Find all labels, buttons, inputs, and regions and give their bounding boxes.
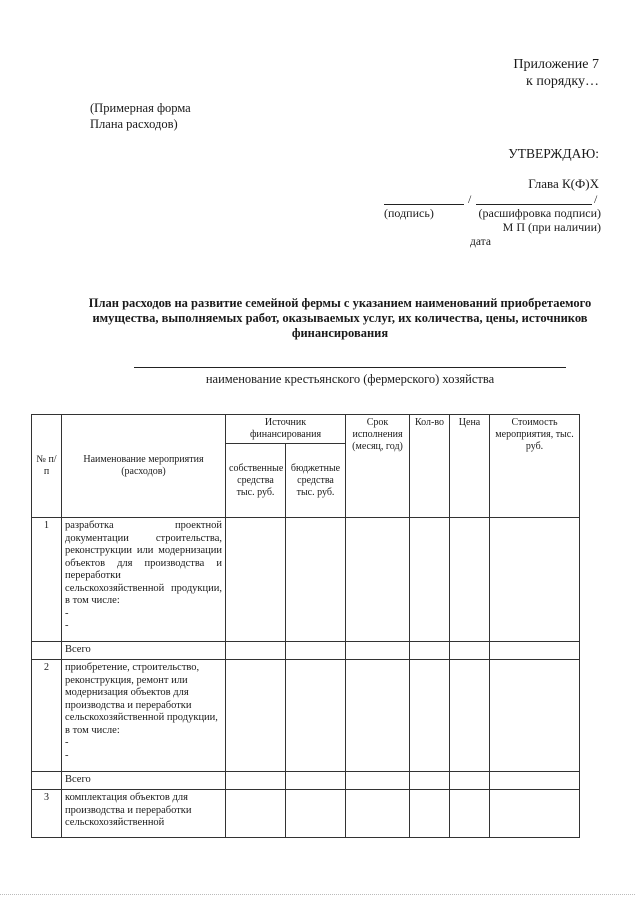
row-1-qty[interactable]: [410, 518, 450, 642]
row-1-name-text: разработка проектной документации строительства, реконструкции или модернизации объектов для производства и переработки сельскохозяйственной продукции, в том числе:: [65, 520, 222, 606]
header-name: Наименование мероприятия (расходов): [62, 415, 226, 518]
total-2-budget[interactable]: [286, 772, 346, 790]
total-2-label: Всего: [62, 772, 226, 790]
form-note-line-1: (Примерная форма: [90, 101, 191, 115]
row-2-cost[interactable]: [490, 660, 580, 772]
row-2-num: 2: [32, 660, 62, 772]
total-1-price[interactable]: [450, 642, 490, 660]
row-2-name: [62, 660, 226, 772]
farm-name-label: наименование крестьянского (фермерского) хозяйства: [205, 372, 495, 386]
row-2-own[interactable]: [226, 660, 286, 772]
appendix-label: [513, 56, 599, 90]
row-2-dash-1: -: [65, 737, 69, 748]
signature-label: (подпись): [384, 206, 434, 220]
row-3-num: 3: [32, 790, 62, 838]
row-1-cost[interactable]: [490, 518, 580, 642]
total-2-num: [32, 772, 62, 790]
stamp-label: М П (при наличии): [502, 220, 601, 234]
form-note-line-2: Плана расходов): [90, 117, 178, 131]
header-price: Цена: [450, 415, 490, 518]
row-3-term[interactable]: [346, 790, 410, 838]
header-num: № п/п: [32, 415, 62, 518]
total-2-own[interactable]: [226, 772, 286, 790]
row-1-dash-1: -: [65, 607, 69, 619]
row-2-name-text: приобретение, строительство, реконструкция, ремонт или модернизация объектов для производства и переработки сельскохозяйственной продукции, в том числе:: [65, 662, 218, 736]
document-title: План расходов на развитие семейной фермы с указанием наименований приобретаемого имущества, выполняемых работ, оказываемых услуг, их количества, цены, источников финансирования: [88, 296, 592, 340]
header-own-funds: собственные средства тыс. руб.: [226, 444, 286, 518]
head-title: Глава К(Ф)Х: [528, 176, 599, 191]
row-3-budget[interactable]: [286, 790, 346, 838]
signature-decode-line: [476, 192, 592, 205]
row-3-own[interactable]: [226, 790, 286, 838]
approve-heading: УТВЕРЖДАЮ:: [508, 146, 599, 161]
row-3-cost[interactable]: [490, 790, 580, 838]
total-2-cost[interactable]: [490, 772, 580, 790]
header-qty: Кол-во: [410, 415, 450, 518]
row-1-term[interactable]: [346, 518, 410, 642]
slash-separator: /: [468, 192, 472, 206]
row-2-budget[interactable]: [286, 660, 346, 772]
row-2-term[interactable]: [346, 660, 410, 772]
row-2-price[interactable]: [450, 660, 490, 772]
total-2-term[interactable]: [346, 772, 410, 790]
total-1-budget[interactable]: [286, 642, 346, 660]
date-label: дата: [470, 236, 491, 248]
total-1-term[interactable]: [346, 642, 410, 660]
farm-name-line: [134, 366, 566, 368]
row-1-price[interactable]: [450, 518, 490, 642]
total-1-label: Всего: [62, 642, 226, 660]
total-1-own[interactable]: [226, 642, 286, 660]
page-bottom-edge: [0, 893, 635, 895]
form-note: [90, 100, 191, 132]
row-1-num: 1: [32, 518, 62, 642]
total-1-cost[interactable]: [490, 642, 580, 660]
total-1-qty[interactable]: [410, 642, 450, 660]
total-1-num: [32, 642, 62, 660]
header-cost: Стоимость мероприятия, тыс. руб.: [490, 415, 580, 518]
appendix-line-1: Приложение 7: [513, 57, 599, 72]
slash-separator-end: /: [594, 192, 598, 206]
row-1-budget[interactable]: [286, 518, 346, 642]
decode-label: (расшифровка подписи): [478, 206, 601, 220]
row-1-dash-2: -: [65, 620, 69, 631]
row-3-price[interactable]: [450, 790, 490, 838]
header-source: Источник финансирования: [226, 415, 346, 444]
row-1-name: [62, 518, 226, 642]
row-3-qty[interactable]: [410, 790, 450, 838]
row-3-name: комплектация объектов для производства и переработки сельскохозяйственной: [62, 790, 226, 838]
signature-line: [384, 192, 464, 205]
header-term: Срок исполнения (месяц, год): [346, 415, 410, 518]
total-2-price[interactable]: [450, 772, 490, 790]
expense-plan-table: [31, 414, 580, 838]
row-1-own[interactable]: [226, 518, 286, 642]
total-2-qty[interactable]: [410, 772, 450, 790]
row-2-dash-2: -: [65, 749, 69, 761]
header-budget-funds: бюджетные средства тыс. руб.: [286, 444, 346, 518]
appendix-line-2: к порядку…: [526, 74, 599, 89]
row-2-qty[interactable]: [410, 660, 450, 772]
